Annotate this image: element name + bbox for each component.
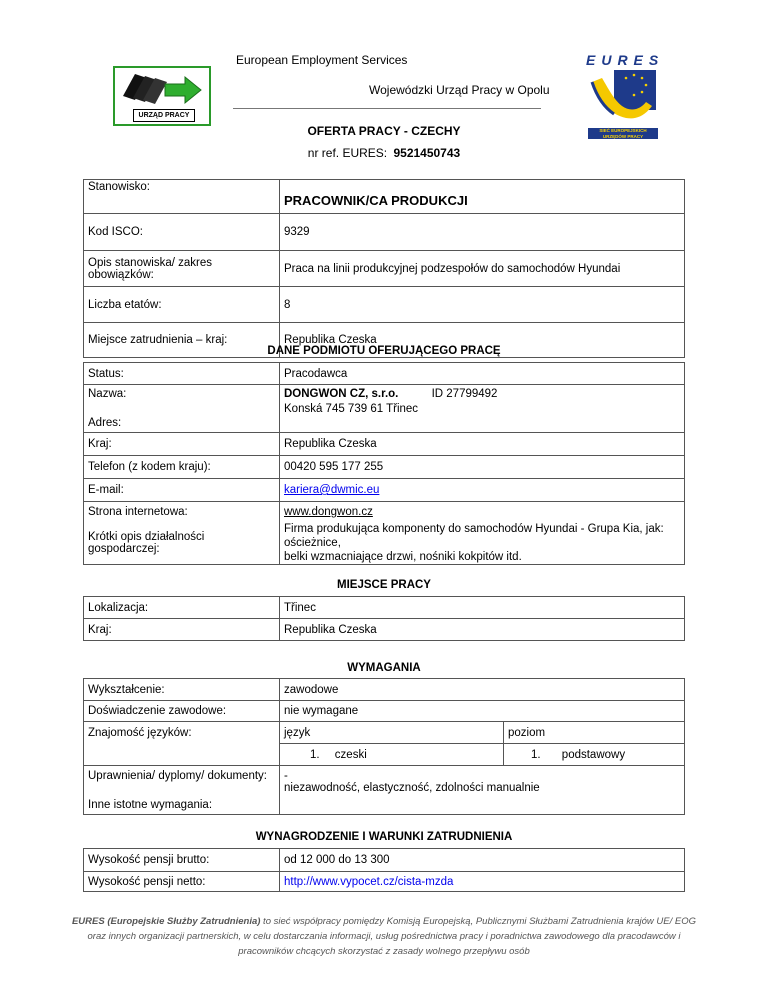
position-table <box>83 179 685 358</box>
workplace-table <box>83 596 685 641</box>
ref-number: 9521450743 <box>393 146 461 160</box>
footer-line3: pracowników chcących skorzystać z zasady wolnego przepływu osób <box>238 946 530 957</box>
salary-table <box>83 848 685 892</box>
jezyk-header: język <box>280 722 504 744</box>
email-label: E-mail: <box>84 479 280 502</box>
urzad-pracy-logo <box>113 66 211 126</box>
level-num: 1. <box>531 748 541 761</box>
poziom-header: poziom <box>504 722 685 744</box>
dzialalnosc-line2: belki wzmacniające drzwi, nośniki kokpitów itd. <box>284 550 522 563</box>
employer-section-title: DANE PODMIOTU OFERUJĄCEGO PRACĘ <box>267 345 501 357</box>
ref-line <box>0 146 768 160</box>
status-value: Pracodawca <box>280 363 685 385</box>
status-label: Status: <box>84 363 280 385</box>
stanowisko-value: PRACOWNIK/CA PRODUKCJI <box>280 180 685 214</box>
isco-label: Kod ISCO: <box>84 214 280 251</box>
miejsce-value: Republika Czeska <box>280 323 685 358</box>
workplace-kraj-label: Kraj: <box>84 619 280 641</box>
nazwa-label: Nazwa: <box>84 385 280 403</box>
kraj-label: Kraj: <box>84 433 280 456</box>
isco-value: 9329 <box>280 214 685 251</box>
employer-table <box>83 362 685 565</box>
language-num: 1. <box>310 748 320 761</box>
uprawnienia-value: - <box>280 766 685 783</box>
etaty-value: 8 <box>280 287 685 323</box>
stanowisko-label: Stanowisko: <box>84 180 280 214</box>
netto-label: Wysokość pensji netto: <box>84 872 280 892</box>
brutto-value: od 12 000 do 13 300 <box>280 849 685 872</box>
requirements-table <box>83 678 685 815</box>
www-link[interactable]: www.dongwon.cz <box>284 505 373 518</box>
wyksztalcenie-value: zawodowe <box>280 679 685 701</box>
miejsce-label: Miejsce zatrudnienia – kraj: <box>84 323 280 358</box>
ref-label: nr ref. EURES: <box>307 146 388 160</box>
offer-title: OFERTA PRACY - CZECHY <box>307 124 461 138</box>
email-link[interactable]: kariera@dwmic.eu <box>284 484 380 496</box>
opis-value: Praca na linii produkcyjnej podzespołów do samochodów Hyundai <box>280 251 685 287</box>
nazwa-id: ID 27799492 <box>431 387 498 400</box>
adres-label: Adres: <box>84 403 280 433</box>
telefon-label: Telefon (z kodem kraju): <box>84 456 280 479</box>
footer-bold: EURES (Europejskie Służby Zatrudnienia) <box>71 916 261 927</box>
etaty-label: Liczba etatów: <box>84 287 280 323</box>
language-name: czeski <box>334 748 367 761</box>
dzialalnosc-line1: Firma produkująca komponenty do samochodów Hyundai - Grupa Kia, jak: ościeżnice, <box>284 522 664 549</box>
doswiadczenie-label: Doświadczenie zawodowe: <box>84 701 280 722</box>
adres-value: Konská 745 739 61 Třinec <box>280 403 685 433</box>
www-label: Strona internetowa: <box>84 502 280 522</box>
footer-note <box>70 914 698 959</box>
office-name: Wojewódzki Urząd Pracy w Opolu <box>369 83 550 97</box>
workplace-section-title: MIEJSCE PRACY <box>337 579 431 591</box>
requirements-section-title: WYMAGANIA <box>347 662 421 674</box>
netto-link[interactable]: http://www.vypocet.cz/cista-mzda <box>284 875 454 888</box>
level-name: podstawowy <box>561 748 626 761</box>
opis-label: Opis stanowiska/ zakres obowiązków: <box>84 251 280 287</box>
level-cell <box>504 744 685 766</box>
logo-caption: URZĄD PRACY <box>133 109 195 122</box>
workplace-kraj-value: Republika Czeska <box>280 619 685 641</box>
salary-section-title: WYNAGRODZENIE I WARUNKI ZATRUDNIENIA <box>255 831 513 843</box>
eures-sub1: SIEĆ EUROPEJSKICH <box>599 128 647 133</box>
wyksztalcenie-label: Wykształcenie: <box>84 679 280 701</box>
jezyki-label: Znajomość języków: <box>84 722 280 766</box>
footer-line1: to sieć współpracy pomiędzy Komisją Europejską, Publicznymi Służbami Zatrudnienia krajów UE/ EOG <box>260 916 697 927</box>
lokalizacja-label: Lokalizacja: <box>84 597 280 619</box>
doswiadczenie-value: nie wymagane <box>280 701 685 722</box>
brutto-label: Wysokość pensji brutto: <box>84 849 280 872</box>
eures-sub2: URZĘDÓW PRACY <box>602 133 644 139</box>
dzialalnosc-label: Krótki opis działalności gospodarczej: <box>84 522 280 565</box>
nazwa-value: DONGWON CZ, s.r.o. <box>284 387 399 400</box>
nazwa-cell <box>280 385 685 403</box>
kraj-value: Republika Czeska <box>280 433 685 456</box>
language-cell <box>280 744 504 766</box>
org-name: European Employment Services <box>236 53 408 67</box>
header-divider <box>233 108 541 109</box>
inne-value: niezawodność, elastyczność, zdolności manualnie <box>280 782 685 814</box>
eures-wordmark: EURES <box>586 52 665 68</box>
footer-line2: oraz innych organizacji partnerskich, w celu dostarczania informacji, usług pośrednictwa pracy i poradnictwa zawodowego dla pracodawców i <box>87 931 681 942</box>
dzialalnosc-value <box>280 522 685 565</box>
telefon-value: 00420 595 177 255 <box>280 456 685 479</box>
cards-arrow-icon <box>115 68 209 108</box>
inne-label: Inne istotne wymagania: <box>84 782 280 814</box>
lokalizacja-value: Třinec <box>280 597 685 619</box>
uprawnienia-label: Uprawnienia/ dyplomy/ dokumenty: <box>84 766 280 783</box>
